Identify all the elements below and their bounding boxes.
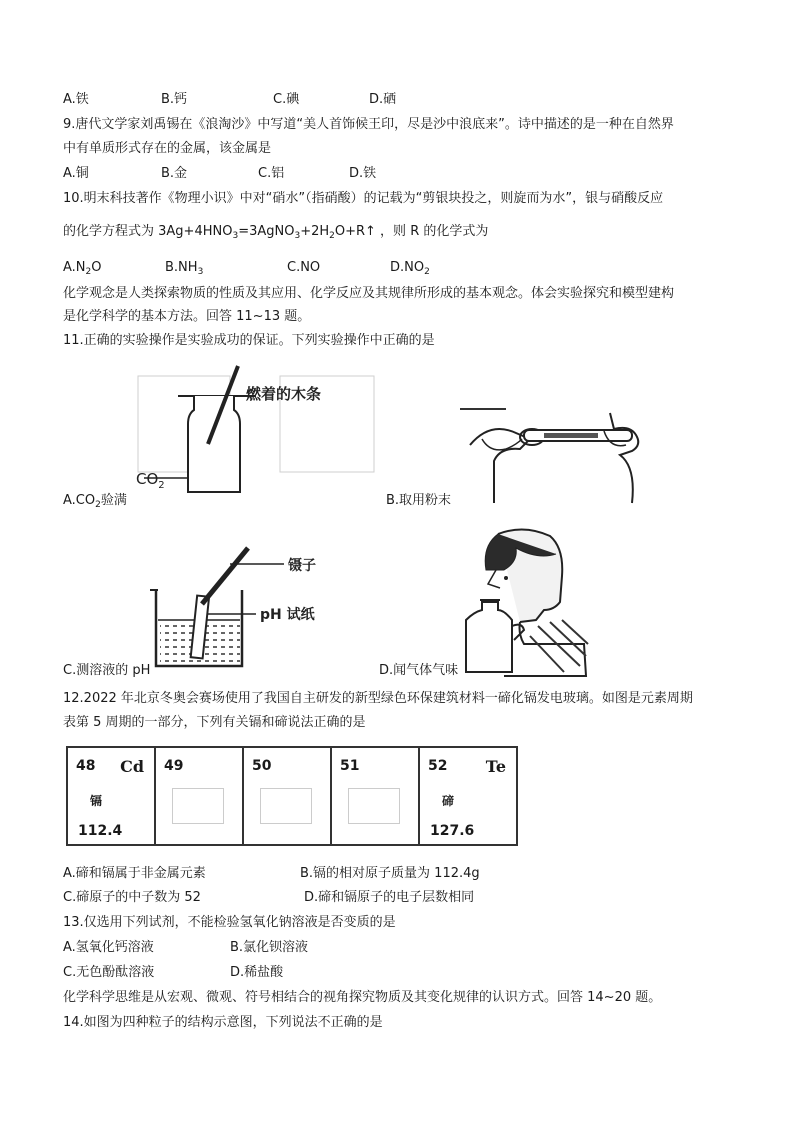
q13-option-a: A.氢氧化钙溶液 [63, 940, 154, 955]
section-intro-14-20: 化学科学思维是从宏观、微观、符号相结合的视角探究物质及其变化规律的认识方式。回答 14~20 题。 [63, 990, 662, 1005]
element-name: 镉 [90, 794, 103, 808]
q10-equation-line: 的化学方程式为 $3Ag+4HNO_3=3AgNO_3+2H_2O+R↑$ ，则 R 的化学式为 [63, 224, 489, 241]
atomic-mass: 112.4 [78, 823, 123, 839]
section-intro-11-13-line2: 是化学科学的基本方法。回答 11~13 题。 [63, 309, 311, 324]
q10-option-d: $D.NO_2$ [390, 260, 430, 277]
q12-option-b: B.镉的相对原子质量为 112.4g [300, 866, 480, 881]
blank-placeholder [348, 788, 400, 824]
element-cell-cd [66, 746, 156, 846]
q10-option-a: $A.N_2O$ [63, 260, 102, 277]
atomic-mass: 127.6 [430, 823, 475, 839]
co2-verify-figure [136, 362, 376, 498]
q11-option-b: B.取用粉末 [386, 493, 452, 508]
atomic-number: 50 [252, 758, 272, 774]
q9-stem-line2: 中有单质形式存在的金属，该金属是 [63, 141, 272, 156]
q13-option-d: D.稀盐酸 [230, 965, 284, 980]
q13-stem: 13.仅选用下列试剂，不能检验氢氧化钠溶液是否变质的是 [63, 915, 396, 930]
q12-option-c: C.碲原子的中子数为 52 [63, 890, 201, 905]
ph-paper-label: pH 试纸 [260, 607, 315, 623]
q10-option-c: C.NO [287, 260, 321, 275]
q9-option-d: D.铁 [349, 166, 377, 181]
element-cell-50 [242, 746, 332, 846]
q9-stem-line1: 9.唐代文学家刘禹锡在《浪淘沙》中写道“美人首饰候王印，尽是沙中浪底来”。诗中描述的是一种在自然界 [63, 117, 674, 132]
q8-option-b: B.钙 [161, 92, 188, 107]
element-name: 碲 [442, 794, 455, 808]
gas-bottle-icon [188, 396, 240, 492]
q11-option-c: C.测溶液的 pH [63, 663, 151, 678]
ph-test-figure [148, 546, 348, 670]
right-hand-icon [610, 413, 638, 503]
smell-gas-figure [464, 526, 604, 678]
atomic-number: 51 [340, 758, 360, 774]
tweezers-label: 镊子 [288, 558, 316, 574]
element-cell-51 [330, 746, 420, 846]
q8-option-c: C.碘 [273, 92, 300, 107]
q8-option-a: A.铁 [63, 92, 89, 107]
q10-stem-line1: 10.明末科技著作《物理小识》中对“硝水”（指硝酸）的记载为“剪银块投之，则旋而为水”，银与硝酸反应 [63, 191, 664, 206]
powder-tube-figure [460, 405, 660, 509]
q11-option-a: $A.CO_2$验满 [63, 493, 127, 510]
q9-option-b: B.金 [161, 166, 188, 181]
q11-stem: 11.正确的实验操作是实验成功的保证。下列实验操作中正确的是 [63, 333, 435, 348]
element-cell-te [418, 746, 518, 846]
q9-option-c: C.铝 [258, 166, 285, 181]
blank-placeholder [172, 788, 224, 824]
gas-bottle-icon [466, 602, 512, 672]
section-intro-11-13-line1: 化学观念是人类探索物质的性质及其应用、化学反应及其规律所形成的基本观念。体会实验探究和模型建构 [63, 286, 675, 301]
gas-label: $CO_2$ [136, 470, 165, 491]
q13-option-c: C.无色酚酞溶液 [63, 965, 155, 980]
element-symbol: Te [485, 757, 506, 776]
periodic-table-fragment [66, 746, 518, 846]
atomic-number: 52 [428, 758, 448, 774]
element-symbol: Cd [120, 757, 144, 776]
q14-stem: 14.如图为四种粒子的结构示意图，下列说法不正确的是 [63, 1015, 383, 1030]
q12-option-a: A.碲和镉属于非金属元素 [63, 866, 206, 881]
q12-stem-line1: 12.2022 年北京冬奥会赛场使用了我国自主研发的新型绿色环保建筑材料一碲化镉发电玻璃。如图是元素周期 [63, 691, 693, 706]
q12-option-d: D.碲和镉原子的电子层数相同 [304, 890, 475, 905]
atomic-number: 48 [76, 758, 96, 774]
splint-label: 燃着的木条 [246, 385, 322, 403]
q11-option-d: D.闻气体气味 [379, 663, 459, 678]
q13-option-b: B.氯化钡溶液 [230, 940, 309, 955]
q12-stem-line2: 表第 5 周期的一部分，下列有关镉和碲说法正确的是 [63, 715, 366, 730]
blank-placeholder [260, 788, 312, 824]
q10-option-b: $B.NH_3$ [165, 260, 204, 277]
element-cell-49 [154, 746, 244, 846]
q9-option-a: A.铜 [63, 166, 89, 181]
q8-option-d: D.硒 [369, 92, 397, 107]
atomic-number: 49 [164, 758, 184, 774]
